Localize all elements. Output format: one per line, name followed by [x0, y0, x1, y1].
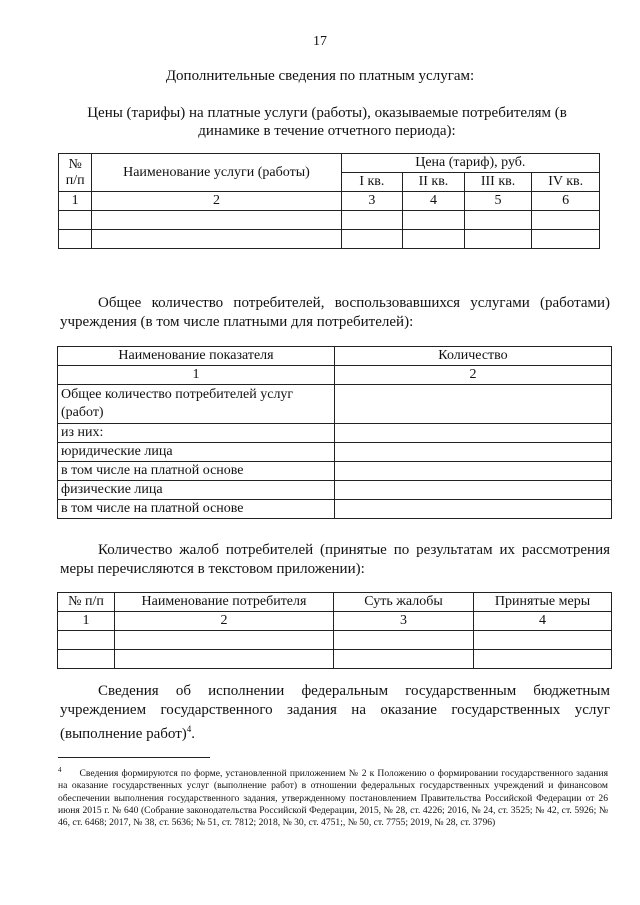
col-number: 1: [58, 366, 335, 385]
footnote-text: Сведения формируются по форме, установленной приложением № 2 к Положению о формировании государственного задания на оказание государственных услуг (выполнение работ) в отношении федеральных государственных учреждений и финансовом обеспечении выполнения государственного задания, утвержденному постановлением Правительства Российской Федерации от 26 июня 2015 г. № 640 (Собрание законодательства Российской Федерации, 2015, № 28, ст. 4226; 2016, № 24, ст. 3525; № 42, ст. 5926; № 46, ст. 6468; 2017, № 38, ст. 5636; № 51, ст. 7812; 2018, № 30, ст. 4751;, № 50, ст. 7755; 2019, № 28, ст. 3796): [58, 768, 608, 829]
col-number: 4: [403, 192, 465, 211]
complaints-table: [57, 592, 612, 669]
indicator-individuals: физические лица: [58, 481, 335, 500]
quantity-cell[interactable]: [335, 462, 612, 481]
col-number: 1: [59, 192, 92, 211]
col-number: 2: [92, 192, 341, 211]
table-row: [58, 650, 612, 669]
empty-cell[interactable]: [58, 631, 115, 650]
col-q1-header: I кв.: [341, 173, 403, 192]
consumers-text: Общее количество потребителей, воспользовавшихся услугами (работами) учреждения (в том числе платными для потребителей):: [60, 295, 610, 330]
indicator-of-them: из них:: [58, 424, 335, 443]
col-essence-header: Суть жалобы: [334, 593, 474, 612]
footnote-mark: 4: [58, 766, 62, 774]
table-row: [58, 385, 612, 424]
quantity-cell[interactable]: [335, 443, 612, 462]
indicator-legal-entities: юридические лица: [58, 443, 335, 462]
prices-title: Цены (тарифы) на платные услуги (работы), оказываемые потребителям (в динамике в течение отчетного периода):: [87, 105, 567, 139]
complaints-paragraph: [60, 541, 610, 579]
col-price-header: Цена (тариф), руб.: [341, 154, 599, 173]
col-number: 4: [474, 612, 612, 631]
consumers-table: [57, 346, 612, 519]
table-row: [58, 500, 612, 519]
column-number-row: [58, 612, 612, 631]
empty-cell[interactable]: [115, 650, 334, 669]
col-q3-header: III кв.: [464, 173, 532, 192]
complaints-text: Количество жалоб потребителей (принятые по результатам их рассмотрения меры перечисляются в текстовом приложении):: [60, 542, 610, 577]
col-service-name-header: Наименование услуги (работы): [92, 154, 341, 192]
page-number: 17: [313, 34, 327, 49]
empty-cell[interactable]: [334, 631, 474, 650]
table-row: [58, 443, 612, 462]
col-number: 2: [115, 612, 334, 631]
empty-cell[interactable]: [532, 230, 600, 249]
state-task-text: Сведения об исполнении федеральным государственным бюджетным учреждением государственного задания на оказание государственных услуг (выполнение работ): [60, 683, 610, 742]
col-number: 5: [464, 192, 532, 211]
empty-cell[interactable]: [474, 631, 612, 650]
state-task-end: .: [191, 726, 196, 742]
footnote-divider: [58, 757, 210, 758]
col-no-header: № п/п: [59, 154, 92, 192]
empty-cell[interactable]: [341, 211, 403, 230]
column-number-row: [58, 366, 612, 385]
empty-cell[interactable]: [532, 211, 600, 230]
quantity-cell[interactable]: [335, 424, 612, 443]
col-number: 6: [532, 192, 600, 211]
col-indicator-header: Наименование показателя: [58, 347, 335, 366]
footnote-reference[interactable]: 4: [186, 724, 192, 734]
col-number: 3: [341, 192, 403, 211]
col-consumer-header: Наименование потребителя: [115, 593, 334, 612]
table-row: [58, 481, 612, 500]
table-row: [59, 211, 600, 230]
col-number: 3: [334, 612, 474, 631]
prices-table: [58, 153, 600, 249]
table-header-row: [58, 347, 612, 366]
col-q4-header: IV кв.: [532, 173, 600, 192]
empty-cell[interactable]: [92, 211, 341, 230]
section-heading: Дополнительные сведения по платным услугам:: [165, 68, 475, 84]
empty-cell[interactable]: [334, 650, 474, 669]
state-task-paragraph: [60, 682, 610, 744]
empty-cell[interactable]: [464, 230, 532, 249]
table-row: [58, 424, 612, 443]
col-number: 2: [335, 366, 612, 385]
empty-cell[interactable]: [59, 211, 92, 230]
consumers-paragraph: [60, 294, 610, 332]
empty-cell[interactable]: [92, 230, 341, 249]
table-row: [59, 230, 600, 249]
col-no-header: № п/п: [58, 593, 115, 612]
empty-cell[interactable]: [403, 230, 465, 249]
table-row: [58, 462, 612, 481]
empty-cell[interactable]: [58, 650, 115, 669]
indicator-legal-paid: в том числе на платной основе: [58, 462, 335, 481]
indicator-total: Общее количество потребителей услуг (работ): [58, 385, 335, 424]
empty-cell[interactable]: [464, 211, 532, 230]
indicator-individuals-paid: в том числе на платной основе: [58, 500, 335, 519]
table-header-row: [58, 593, 612, 612]
quantity-cell[interactable]: [335, 385, 612, 424]
empty-cell[interactable]: [403, 211, 465, 230]
empty-cell[interactable]: [474, 650, 612, 669]
empty-cell[interactable]: [115, 631, 334, 650]
quantity-cell[interactable]: [335, 500, 612, 519]
table-header-row: [59, 154, 600, 173]
footnote: [58, 764, 608, 830]
col-quantity-header: Количество: [335, 347, 612, 366]
col-measures-header: Принятые меры: [474, 593, 612, 612]
column-number-row: [59, 192, 600, 211]
quantity-cell[interactable]: [335, 481, 612, 500]
table-row: [58, 631, 612, 650]
col-q2-header: II кв.: [403, 173, 465, 192]
empty-cell[interactable]: [341, 230, 403, 249]
col-number: 1: [58, 612, 115, 631]
empty-cell[interactable]: [59, 230, 92, 249]
